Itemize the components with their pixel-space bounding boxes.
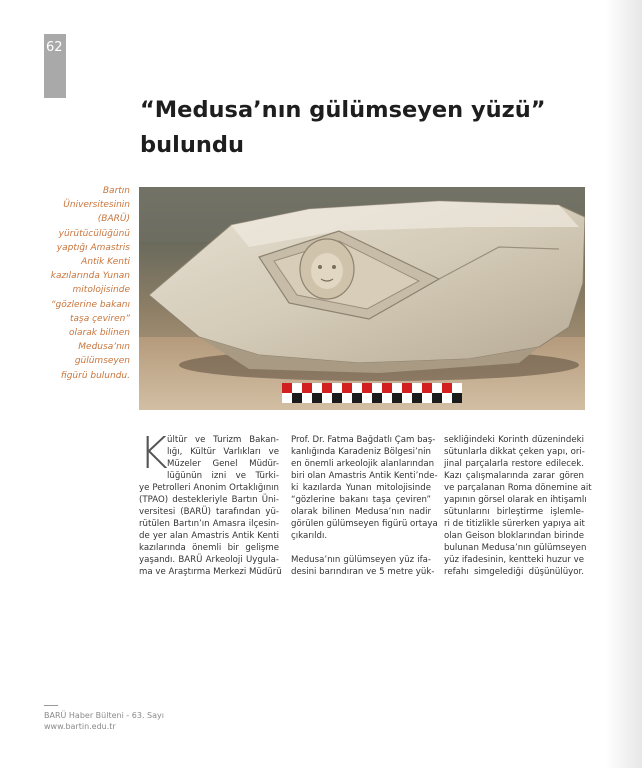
body-text-line: Müzeler Genel Müdür- — [167, 459, 279, 469]
body-text-line: yapının görsel olarak en ihtişamlı — [444, 495, 587, 505]
body-text-line: biri olan Amastris Antik Kenti’nde- — [291, 471, 438, 481]
article-column-1 — [139, 428, 282, 578]
body-text-line: olan Geison bloklarından birinde — [444, 531, 584, 541]
body-text-line: sütunlarla dikkat çeken yapı, ori- — [444, 447, 585, 457]
article-title — [140, 93, 570, 163]
body-text-line: ve parçalanan Roma dönemine ait — [444, 483, 592, 493]
body-text-line: versitesi (BARÜ) tarafından yü- — [139, 507, 279, 517]
page-edge-shadow — [606, 0, 642, 768]
body-text-line: lığı, Kültür Varlıkları ve — [167, 447, 279, 457]
body-text-line: refahı simgelediği düşünülüyor. — [444, 567, 584, 577]
summary-line: Medusa’nın — [78, 342, 130, 353]
summary-line: mitolojisinde — [72, 285, 130, 296]
body-text-line: Kazı çalışmalarında zarar gören — [444, 471, 584, 481]
body-text-line: bulunan Medusa’nın gülümseyen — [444, 543, 587, 553]
body-text-line: kanlığında Karadeniz Bölgesi’nin — [291, 447, 431, 457]
article-title-line-1: “Medusa’nın gülümseyen yüzü” — [140, 97, 546, 123]
medusa-relief-image — [139, 187, 585, 410]
body-text-line: ye Petrolleri Anonim Ortaklığının — [139, 483, 279, 493]
summary-line: yürütücülüğünü — [58, 228, 130, 239]
dropcap-letter: K — [139, 428, 168, 479]
body-text-line: Prof. Dr. Fatma Bağdatlı Çam baş- — [291, 435, 436, 445]
article-column-2 — [291, 434, 438, 578]
body-text-line: rütülen Bartın’ın Amasra ilçesin- — [139, 519, 279, 529]
body-text-line: görülen gülümseyen figürü ortaya — [291, 519, 438, 529]
summary-line: Antik Kenti — [81, 257, 130, 268]
body-text-line: yaşandı. BARÜ Arkeoloji Uygula- — [139, 555, 279, 565]
body-text-line: ri de titizlikle sürerken yapıya ait — [444, 519, 585, 529]
body-text-line: ma ve Araştırma Merkezi Müdürü — [139, 567, 282, 577]
body-text-line: yüz ifadesinin, kentteki huzur ve — [444, 555, 584, 565]
paragraph-gap — [291, 542, 431, 554]
body-text-line: jinal parçalarla restore edilecek. — [444, 459, 584, 469]
summary-line: taşa çeviren” — [69, 313, 130, 324]
footer-divider — [44, 705, 58, 706]
summary-line: Üniversitesinin — [63, 200, 130, 211]
article-title-line-2: bulundu — [140, 132, 244, 158]
body-text-line: “gözlerine bakanı taşa çeviren” — [291, 495, 431, 505]
summary-line: olarak bilinen — [69, 328, 130, 339]
footer-publication: BARÜ Haber Bülteni - 63. Sayı — [44, 711, 164, 720]
medusa-relief-photo — [139, 187, 585, 410]
body-text-line: desini barındıran ve 5 metre yük- — [291, 567, 435, 577]
body-text-line: ki kazılarda Yunan mitolojisinde — [291, 483, 431, 493]
summary-line: kazılarında Yunan — [50, 271, 130, 282]
summary-line: (BARÜ) — [97, 214, 130, 225]
body-text-line: en önemli arkeolojik alanlarından — [291, 459, 435, 469]
body-text-line: olarak bilinen Medusa’nın nadir — [291, 507, 431, 517]
summary-line: gülümseyen — [74, 356, 130, 367]
summary-line: Bartın — [102, 186, 130, 196]
summary-line: yaptığı Amastris — [56, 242, 130, 253]
body-text-line: sütunlarını birleştirme işlemle- — [444, 507, 584, 517]
body-text-line: de yer alan Amastris Antik Kenti — [139, 531, 279, 541]
body-text-line: kazılarında önemli bir gelişme — [139, 543, 279, 553]
article-column-3 — [444, 434, 592, 578]
page-number: 62 — [46, 40, 63, 55]
body-text-line: sekliğindeki Korinth düzenindeki — [444, 435, 584, 445]
body-text-line: lüğünün izni ve Türki- — [167, 471, 279, 481]
body-text-line: çıkarıldı. — [291, 531, 328, 541]
summary-line: “gözlerine bakanı — [50, 299, 130, 310]
body-text-line: ültür ve Turizm Bakan- — [167, 435, 279, 445]
footer-website: www.bartin.edu.tr — [44, 722, 116, 731]
body-text-line: Medusa’nın gülümseyen yüz ifa- — [291, 555, 431, 565]
body-text-line: (TPAO) destekleriyle Bartın Üni- — [139, 495, 279, 505]
article-summary — [40, 184, 130, 383]
summary-line: figürü bulundu. — [60, 370, 130, 381]
